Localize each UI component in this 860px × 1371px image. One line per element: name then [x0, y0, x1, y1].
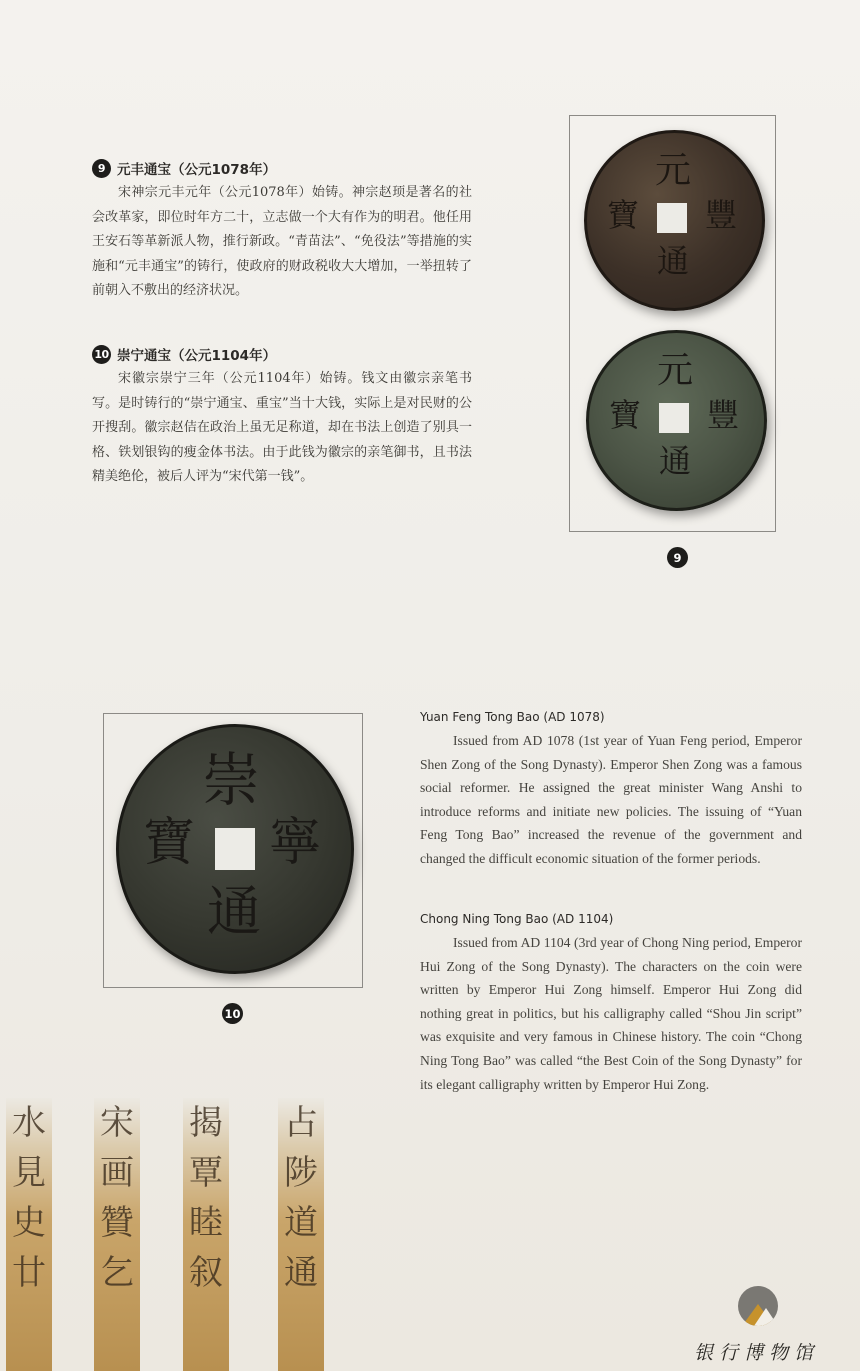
- coin-char-bottom: 通: [659, 442, 692, 480]
- en-body-10: Issued from AD 1104 (3rd year of Chong Ning period, Emperor Hui Zong of the Song Dynasty). The characters on the coin were written by Emperor Hui Zong himself. Emperor Hui Zong did nothing great in politics, but his calligraphy called “Shou Jin script” was exquisite and very famous in Chinese history. The coin “Chong Ning Tong Bao” was called “the Best Coin of the Song Dynasty” for its elegant calligraphy written by Emperor Hui Zong.: [420, 935, 802, 1092]
- strip-glyph: 覃: [189, 1153, 223, 1193]
- strip-glyph: 睦: [189, 1203, 223, 1243]
- strip-glyph: 水: [12, 1103, 46, 1143]
- coin-char-left: 寶: [143, 813, 196, 873]
- zh-heading-10: [92, 344, 472, 364]
- museum-name: 银行博物馆: [694, 1342, 820, 1364]
- figure-10-caption: 10: [222, 1003, 243, 1024]
- coin-chongning: [116, 724, 354, 974]
- zh-section-9: [92, 158, 472, 304]
- coin-char-bottom: 通: [207, 880, 261, 943]
- bamboo-strip-1: [6, 1098, 52, 1371]
- zh-title-9: 元丰通宝（公元1078年）: [117, 162, 277, 178]
- zh-heading-9: [92, 158, 472, 178]
- zh-title-10: 崇宁通宝（公元1104年）: [117, 348, 277, 364]
- zh-section-10: [92, 344, 472, 490]
- coin-char-top: 崇: [202, 746, 261, 814]
- coin-char-top: 元: [655, 150, 692, 191]
- strip-glyph: 廿: [12, 1253, 46, 1293]
- coin-char-left: 寶: [609, 396, 642, 434]
- strip-glyph: 画: [100, 1153, 134, 1193]
- strip-glyph: 乞: [100, 1253, 134, 1293]
- en-body-9: Issued from AD 1078 (1st year of Yuan Feng period, Emperor Shen Zong of the Song Dynasty). Emperor Shen Zong was a famous social reformer. He assigned the great minister Wang Anshi to introduce reforms and initiate new policies. The issuing of “Yuan Feng Tong Bao” increased the revenue of the government and changed the difficult economic situation of the former periods.: [420, 733, 802, 866]
- coin-char-right: 豐: [707, 396, 740, 434]
- strip-glyph: 通: [284, 1253, 318, 1293]
- coin-char-top: 元: [657, 350, 694, 391]
- coin-char-right: 寧: [269, 813, 322, 873]
- en-section-10: [420, 912, 802, 1096]
- number-badge-9: 9: [92, 159, 111, 178]
- coin-yuanfeng-reverse: [586, 330, 767, 511]
- coin-char-bottom: 通: [657, 242, 690, 280]
- strip-glyph: 陟: [284, 1153, 318, 1193]
- museum-logo-icon: [738, 1286, 778, 1326]
- coin-char-left: 寶: [607, 196, 640, 234]
- coin-square-hole: [215, 828, 255, 870]
- bamboo-strip-3: [183, 1098, 229, 1371]
- bamboo-strip-4: [278, 1098, 324, 1371]
- en-title-10: Chong Ning Tong Bao (AD 1104): [420, 912, 614, 926]
- coin-char-right: 豐: [705, 196, 738, 234]
- en-section-9: [420, 710, 802, 871]
- strip-glyph: 史: [12, 1203, 46, 1243]
- strip-glyph: 揭: [189, 1103, 223, 1143]
- coin-square-hole: [657, 203, 687, 233]
- en-title-9: Yuan Feng Tong Bao (AD 1078): [420, 710, 605, 724]
- strip-glyph: 占: [284, 1103, 318, 1143]
- zh-body-9: 宋神宗元丰元年（公元1078年）始铸。神宗赵顼是著名的社会改革家，即位时年方二十，立志做一个大有作为的明君。他任用王安石等革新派人物，推行新政。“青苗法”、“免役法”等措施的实施和“元丰通宝”的铸行，使政府的财政税收大大增加，一举扭转了前朝入不敷出的经济状况。: [92, 185, 472, 299]
- figure-9-caption: 9: [667, 547, 688, 568]
- coin-yuanfeng-obverse: [584, 130, 765, 311]
- strip-glyph: 宋: [100, 1103, 134, 1143]
- strip-glyph: 見: [12, 1153, 46, 1193]
- coin-square-hole: [659, 403, 689, 433]
- zh-body-10: 宋徽宗崇宁三年（公元1104年）始铸。钱文由徽宗亲笔书写。是时铸行的“崇宁通宝、重宝”当十大钱，实际上是对民财的公开搜刮。徽宗赵佶在政治上虽无足称道，却在书法上创造了别具一格、铁划银钩的瘦金体书法。由于此钱为徽宗的亲笔御书，且书法精美绝伦，被后人评为“宋代第一钱”。: [92, 371, 472, 485]
- strip-glyph: 叙: [189, 1253, 223, 1293]
- strip-glyph: 道: [284, 1203, 318, 1243]
- number-badge-10: 10: [92, 345, 111, 364]
- logo-mountain-shape: [754, 1308, 778, 1326]
- bamboo-strip-2: [94, 1098, 140, 1371]
- strip-glyph: 贊: [100, 1203, 134, 1243]
